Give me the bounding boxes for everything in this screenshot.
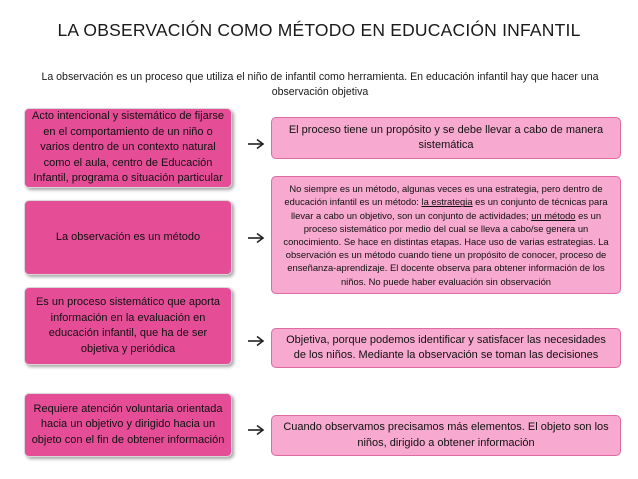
left-box-label: Es un proceso sistemático que aporta información en la evaluación en educación infantil, que ha de ser objetiva y periódica [35,296,221,355]
right-arrow-icon [247,424,265,436]
right-box-label: El proceso tiene un propósito y se debe llevar a cabo de manera sistemática [288,123,604,151]
right-box-method-explanation [271,176,621,294]
right-box-label: Cuando observamos precisamos más elementos. El objeto son los niños, dirigido a obtener información [283,421,609,449]
left-box-label: Requiere atención voluntaria orientada hacia un objetivo y dirigido hacia un objeto con el fin de obtener información [31,402,225,446]
right-arrow-icon [247,335,265,347]
link-un-metodo[interactable]: un método [531,209,576,221]
intro-text: La observación es un proceso que utiliza el niño de infantil como herramienta. En educación infantil hay que hacer una observación objetiva [41,71,599,98]
right-box-label: No siempre es un método, algunas veces es una estrategia, pero dentro de educación infantil es un método: la estrategia es un conjunto de técnicas para llevar a cabo un objetivo, son un conjunto de actividades; un método es un proceso sistemático por medio del cual se lleva a cabo/se genera un conocimiento. Se hace en distintas etapas. Hace uso de varias estrategias. La observación es un método cuando tiene un propósito de conocer, proceso de enseñanza-aprendizaje. El docente observa para obtener información de los niños. No puede haber evaluación sin observación [283,183,609,287]
left-box-definition [24,108,232,188]
right-box-observe-elements [271,415,621,456]
page-title: LA OBSERVACIÓN COMO MÉTODO EN EDUCACIÓN INFANTIL [57,20,581,40]
left-box-label: Acto intencional y sistemático de fijarse en el comportamiento de un niño o varios dentro de un contexto natural como el aula, centro de Educación Infantil, programa o situación particular [32,110,224,185]
right-box-objective [271,328,621,368]
right-arrow-icon [247,138,265,150]
link-la-estrategia[interactable]: la estrategia [421,196,473,208]
right-box-purpose [271,117,621,159]
left-box-voluntary-attention [24,393,232,457]
left-box-systematic-process [24,287,232,365]
left-box-method [24,200,232,275]
right-arrow-icon [247,232,265,244]
left-box-label: La observación es un método [55,230,201,243]
right-box-label: Objetiva, porque podemos identificar y satisfacer las necesidades de los niños. Mediante la observación se toman las decisiones [286,333,606,361]
